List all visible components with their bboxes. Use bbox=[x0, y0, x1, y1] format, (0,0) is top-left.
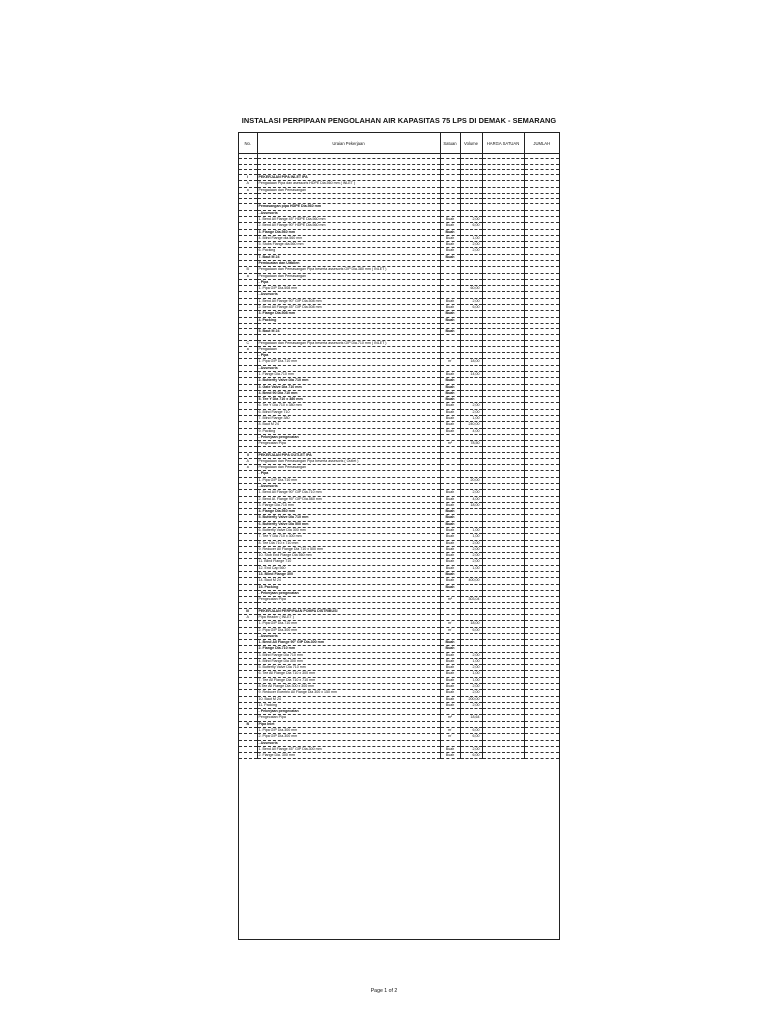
row-volume: 1,00 bbox=[460, 534, 482, 540]
row-description: 11. Packing bbox=[257, 702, 440, 708]
row-volume: 2,00 bbox=[460, 546, 482, 552]
row-description: Pengadaan dan Pemasangan Pipa beserta assesoris GIP Dia.710 mm ( INLET ) bbox=[257, 340, 440, 346]
row-no bbox=[239, 753, 257, 759]
row-description: 5. Tee Y Dia 710 x 380 mm bbox=[257, 397, 440, 403]
row-description: 5. Stubs Flange dia.560 mm bbox=[257, 242, 440, 248]
row-description: 1. Flange Dia.710 mm bbox=[257, 372, 440, 378]
row-volume: 2,00 bbox=[460, 553, 482, 559]
row-unit: Buah bbox=[440, 528, 460, 534]
row-unit: Buah bbox=[440, 298, 460, 304]
header-unit-price: HARGA SATUAN bbox=[482, 133, 524, 154]
row-no: A bbox=[239, 458, 257, 464]
row-description: 11. Blind Flange 710 bbox=[257, 559, 440, 565]
row-volume: 2,00 bbox=[460, 490, 482, 496]
row-volume: 18,00 bbox=[460, 621, 482, 627]
row-volume: 78,50 bbox=[460, 441, 482, 447]
page-footer: Page 1 of 2 bbox=[370, 988, 398, 994]
row-unit: Buah bbox=[440, 384, 460, 390]
row-unit: Buah bbox=[440, 235, 460, 241]
row-description: 2. Flange Dia.710 mm bbox=[257, 646, 440, 652]
row-description: 6. Butterfly Valve Dia 300 mm bbox=[257, 528, 440, 534]
row-unit: m' bbox=[440, 621, 460, 627]
header-unit: Satuan bbox=[440, 133, 460, 154]
row-volume: 2,00 bbox=[460, 248, 482, 254]
row-volume: 14,00 bbox=[460, 372, 482, 378]
row-unit: Buah bbox=[440, 311, 460, 317]
row-unit: Buah bbox=[440, 223, 460, 229]
row-description: 2. Bend All Flange 90° HDPE Dia.560 mm bbox=[257, 223, 440, 229]
row-description: 4. Blind Flange Dia 300 mm bbox=[257, 658, 440, 664]
row-unit: Buah bbox=[440, 509, 460, 515]
row-volume: 2,00 bbox=[460, 559, 482, 565]
row-unit: Buah bbox=[440, 521, 460, 527]
row-volume: 60,00 bbox=[460, 286, 482, 292]
row-unit: Buah bbox=[440, 684, 460, 690]
row-no: a bbox=[239, 465, 257, 471]
row-unit: Buah bbox=[440, 584, 460, 590]
row-volume: 6,00 bbox=[460, 627, 482, 633]
row-no: I bbox=[239, 175, 257, 181]
row-description: 8.Tee All Flange Dia 300 x 300 mm bbox=[257, 684, 440, 690]
document-title: INSTALASI PERPIPAAN PENGOLAHAN AIR KAPASITAS 75 LPS DI DEMAK - SEMARANG bbox=[241, 116, 557, 125]
row-description: 8. Baut M 24 bbox=[257, 422, 440, 428]
row-description: Pengecatan Pipa bbox=[257, 597, 440, 603]
row-volume: 2,00 bbox=[460, 242, 482, 248]
row-description: 4. Flange Dia.560 mm bbox=[257, 509, 440, 515]
row-description: 5. Butterfly Valve Dia 710 mm bbox=[257, 665, 440, 671]
row-description: 9. Reducer Ecentric All Flange Dia 300 x 150 mm bbox=[257, 690, 440, 696]
row-no: a bbox=[239, 273, 257, 279]
row-volume: 200,00 bbox=[460, 696, 482, 702]
row-unit: Buah bbox=[440, 559, 460, 565]
row-description: 7. Baut M 24 bbox=[257, 254, 440, 260]
row-description: 6. Butterfly Valve Dia 500 mm bbox=[257, 521, 440, 527]
row-description: 3. Flange Dia.710 mm bbox=[257, 502, 440, 508]
row-description: 6. Packing bbox=[257, 248, 440, 254]
row-unit: Buah bbox=[440, 578, 460, 584]
row-description: 6. Tee All Flange Dia 710 x 300 mm bbox=[257, 671, 440, 677]
row-unit: Buah bbox=[440, 329, 460, 335]
row-unit: Buah bbox=[440, 646, 460, 652]
row-unit: Buah bbox=[440, 372, 460, 378]
row-description: 4. Bend 90 Dia 710 mm bbox=[257, 390, 440, 396]
row-unit: Buah bbox=[440, 677, 460, 683]
row-no: A bbox=[239, 181, 257, 187]
row-volume: 2,00 bbox=[460, 652, 482, 658]
row-description: 9. Packing bbox=[257, 428, 440, 434]
row-unit: Buah bbox=[440, 248, 460, 254]
row-description: - Assesoris bbox=[257, 633, 440, 639]
row-volume: 4,00 bbox=[460, 428, 482, 434]
row-description: 13. Blind Flange 300 bbox=[257, 571, 440, 577]
row-volume: 400,00 bbox=[460, 578, 482, 584]
header-volume: Volume bbox=[460, 133, 482, 154]
row-unit: m² bbox=[440, 441, 460, 447]
row-description: 2. Bend All Flange 45° GIP Dia.508 mm bbox=[257, 304, 440, 310]
row-volume: 6,00 bbox=[460, 223, 482, 229]
row-volume: 1,00 bbox=[460, 677, 482, 683]
row-description: 10. Stub End Flange Dia 560 mm bbox=[257, 553, 440, 559]
row-description: 7. Tee Y Dia 710 x 300 mm bbox=[257, 534, 440, 540]
row-unit: Buah bbox=[440, 229, 460, 235]
row-volume: 18,64 bbox=[460, 715, 482, 721]
row-description: 1. Pipa GIP Dia.710 mm bbox=[257, 359, 440, 365]
row-volume: 303,04 bbox=[460, 597, 482, 603]
row-volume: 2,00 bbox=[460, 702, 482, 708]
row-unit: Buah bbox=[440, 254, 460, 260]
row-description: 1. Pipa GIP Dia.508 mm bbox=[257, 286, 440, 292]
row-description: 9. Reducer All Flange Dia 710 x 500 mm bbox=[257, 546, 440, 552]
row-description: - Assesoris bbox=[257, 292, 440, 298]
row-unit: m' bbox=[440, 728, 460, 734]
table-header-row bbox=[239, 133, 559, 154]
row-volume: 2,00 bbox=[460, 684, 482, 690]
header-total: JUMLAH bbox=[524, 133, 559, 154]
row-unit: Buah bbox=[440, 753, 460, 759]
header-no: No. bbox=[239, 133, 257, 154]
row-volume: 1,00 bbox=[460, 528, 482, 534]
row-volume: 6,00 bbox=[460, 304, 482, 310]
row-unit: Buah bbox=[440, 640, 460, 646]
row-volume: 6,00 bbox=[460, 734, 482, 740]
table-row bbox=[239, 753, 559, 759]
row-description: Pengadaan dan Pemasangan Pipa beserta assesoris ( Outlet ) bbox=[257, 458, 440, 464]
row-description: PEKERJAAN PIPA INLET IPA bbox=[257, 175, 440, 181]
row-no: B bbox=[239, 267, 257, 273]
row-unit: Buah bbox=[440, 652, 460, 658]
row-description: 1. Bend All Flange 45° HDPE Dia.560 mm bbox=[257, 217, 440, 223]
row-description: 4. Blind Flange dia.560 mm bbox=[257, 235, 440, 241]
row-description: 5. Butterfly Valve Dia 710 mm bbox=[257, 515, 440, 521]
row-description: - Assesoris bbox=[257, 740, 440, 746]
row-volume: 2,00 bbox=[460, 403, 482, 409]
row-description: Pipa Inlet bbox=[257, 721, 440, 727]
row-unit: Buah bbox=[440, 403, 460, 409]
row-description: Pengadaan dan Pemasangan Pipa beserta assesoris GIP Dia.380 mm ( INLET ) bbox=[257, 267, 440, 273]
row-volume: 18,00 bbox=[460, 502, 482, 508]
row-unit: m' bbox=[440, 359, 460, 365]
boq-table bbox=[239, 133, 559, 759]
boq-sheet bbox=[238, 132, 560, 940]
row-description: 8. Tee Dia 710 x 710 mm bbox=[257, 540, 440, 546]
row-unit: Buah bbox=[440, 671, 460, 677]
row-unit: Buah bbox=[440, 217, 460, 223]
table-body bbox=[239, 154, 559, 759]
row-unit: Buah bbox=[440, 390, 460, 396]
row-no: A bbox=[239, 614, 257, 620]
row-unit: Buah bbox=[440, 571, 460, 577]
row-volume: 4,00 bbox=[460, 496, 482, 502]
row-description: - Pekerjaan pengecatan bbox=[257, 590, 440, 596]
row-no: a bbox=[239, 346, 257, 352]
row-description: 1. Bend All Flange 90° GIP Dia.300 mm bbox=[257, 640, 440, 646]
row-description: 2. Butterfly Valve Dia 710 mm bbox=[257, 378, 440, 384]
row-unit: Buah bbox=[440, 534, 460, 540]
row-description: 3. Blind Flange Dia 710 mm bbox=[257, 652, 440, 658]
row-description: Pengadaan Pipa dan asessoris HDPE Dia.560 mm ( INLET ) bbox=[257, 181, 440, 187]
row-description: - Pekerjaan pengecatan bbox=[257, 434, 440, 440]
row-unit: Buah bbox=[440, 378, 460, 384]
row-description: 1. Bend All Flange 90° GIP Dia.508 mm bbox=[257, 298, 440, 304]
row-description: 3. Flange Dia.560 mm bbox=[257, 229, 440, 235]
row-description: 1. Pipa GIP Dia.300 mm bbox=[257, 728, 440, 734]
row-volume: 6,00 bbox=[460, 728, 482, 734]
row-description: 12. End Cap 560 bbox=[257, 565, 440, 571]
row-volume: 1,00 bbox=[460, 565, 482, 571]
row-volume: 240,00 bbox=[460, 422, 482, 428]
header-description: Uraian Pekerjaan bbox=[257, 133, 440, 154]
row-unit: Buah bbox=[440, 422, 460, 428]
row-description: 7. Tee All Flange Dia 710 x 710 mm bbox=[257, 677, 440, 683]
row-volume: 1,00 bbox=[460, 658, 482, 664]
row-unit: Buah bbox=[440, 690, 460, 696]
row-unit: Buah bbox=[440, 242, 460, 248]
row-unit: Buah bbox=[440, 397, 460, 403]
row-no: C bbox=[239, 340, 257, 346]
row-description: - Pipa bbox=[257, 279, 440, 285]
row-description: PEKERJAAN PERPIPAAN POMPA DISTRIBUSI bbox=[257, 608, 440, 614]
row-no: III bbox=[239, 608, 257, 614]
row-unit: Buah bbox=[440, 665, 460, 671]
row-unit: Buah bbox=[440, 415, 460, 421]
row-unit: Buah bbox=[440, 515, 460, 521]
row-description: 3. Flange Dia.508 mm bbox=[257, 311, 440, 317]
row-unit-price bbox=[482, 753, 524, 759]
row-volume: 1,00 bbox=[460, 415, 482, 421]
row-volume: 18,00 bbox=[460, 359, 482, 365]
row-description: Pengecatan Pipa bbox=[257, 715, 440, 721]
row-unit: Buah bbox=[440, 428, 460, 434]
row-unit: Buah bbox=[440, 702, 460, 708]
row-description: Pembuatan dan Uitbilen bbox=[257, 260, 440, 266]
row-unit: m' bbox=[440, 734, 460, 740]
row-unit: Buah bbox=[440, 304, 460, 310]
row-description: Pengadaan bbox=[257, 346, 440, 352]
row-unit: Buah bbox=[440, 658, 460, 664]
row-unit: m' bbox=[440, 627, 460, 633]
row-description: Pipa Header ( INLET ) bbox=[257, 614, 440, 620]
row-volume: 1,00 bbox=[460, 671, 482, 677]
row-description: 2. Pipa GIP Dia.300 mm bbox=[257, 627, 440, 633]
row-description: - Assesoris bbox=[257, 210, 440, 216]
row-unit: Buah bbox=[440, 496, 460, 502]
row-description: Pengecatan Pipa bbox=[257, 441, 440, 447]
row-description: - Pipa bbox=[257, 471, 440, 477]
row-no: a bbox=[239, 187, 257, 193]
row-volume: 2,00 bbox=[460, 540, 482, 546]
row-description: Pemasangan pipa HDPE Dia.560 mm bbox=[257, 204, 440, 210]
row-unit: Buah bbox=[440, 565, 460, 571]
row-volume: 20,00 bbox=[460, 477, 482, 483]
row-description: 1. Bend All Flange 45° GIP Dia.300 mm bbox=[257, 746, 440, 752]
row-description: 7. Blind Flange 380 bbox=[257, 415, 440, 421]
row-description: - Assesoris bbox=[257, 365, 440, 371]
row-description: PEKERJAAN PIPA OUTLET IPA bbox=[257, 452, 440, 458]
row-description: 2. Flange Dia. 300 mm bbox=[257, 753, 440, 759]
row-unit: Buah bbox=[440, 696, 460, 702]
row-description: - Pipa bbox=[257, 353, 440, 359]
row-description: Pengadaan dan Pemasangan bbox=[257, 273, 440, 279]
row-description: 6. Tee Y Dia 710 x 380 mm bbox=[257, 403, 440, 409]
row-description: 5. Baut M 24 bbox=[257, 329, 440, 335]
row-description: 6. Blind Flange 710 bbox=[257, 409, 440, 415]
row-volume: 2,00 bbox=[460, 690, 482, 696]
row-description: 1. Pipa GIP Dia.710 mm bbox=[257, 621, 440, 627]
row-description: 2. Pipa GIP Dia.300 mm bbox=[257, 734, 440, 740]
row-description: - Pekerjaan pengecatan bbox=[257, 709, 440, 715]
row-volume: 2,00 bbox=[460, 665, 482, 671]
row-description: 4. Packing bbox=[257, 317, 440, 323]
row-description: Pengadaan dan Pemasangan bbox=[257, 187, 440, 193]
row-description: - Assesoris bbox=[257, 484, 440, 490]
row-unit: Buah bbox=[440, 540, 460, 546]
row-unit: Buah bbox=[440, 409, 460, 415]
row-volume: 2,00 bbox=[460, 217, 482, 223]
row-unit: Buah bbox=[440, 553, 460, 559]
row-unit: Buah bbox=[440, 546, 460, 552]
row-description: 1. Bend All Flange 90° GIP Dia.710 mm bbox=[257, 490, 440, 496]
row-total bbox=[524, 753, 559, 759]
row-no: II bbox=[239, 452, 257, 458]
row-volume: 1,00 bbox=[460, 235, 482, 241]
row-volume: 2,00 bbox=[460, 298, 482, 304]
row-description: 14. Baut M 24 bbox=[257, 578, 440, 584]
row-unit: m² bbox=[440, 597, 460, 603]
row-description: 3. Gate Valve Dia 710 mm bbox=[257, 384, 440, 390]
row-description: 2. Bend Al. Flange 90° GIP Dia.560 mm bbox=[257, 496, 440, 502]
row-unit: Buah bbox=[440, 490, 460, 496]
row-no: B bbox=[239, 721, 257, 727]
row-volume: 2,00 bbox=[460, 746, 482, 752]
row-unit: Buah bbox=[440, 502, 460, 508]
row-description: 15. Packing bbox=[257, 584, 440, 590]
row-unit: m² bbox=[440, 715, 460, 721]
row-description: 10. Baut M 24 bbox=[257, 696, 440, 702]
row-volume: 6,00 bbox=[460, 753, 482, 759]
row-unit: Buah bbox=[440, 317, 460, 323]
row-description: Pengadaan dan Pemasangan bbox=[257, 465, 440, 471]
row-unit: Buah bbox=[440, 746, 460, 752]
row-description: 1. Pipa GIP Dia.710 mm bbox=[257, 477, 440, 483]
row-volume: 2,00 bbox=[460, 409, 482, 415]
